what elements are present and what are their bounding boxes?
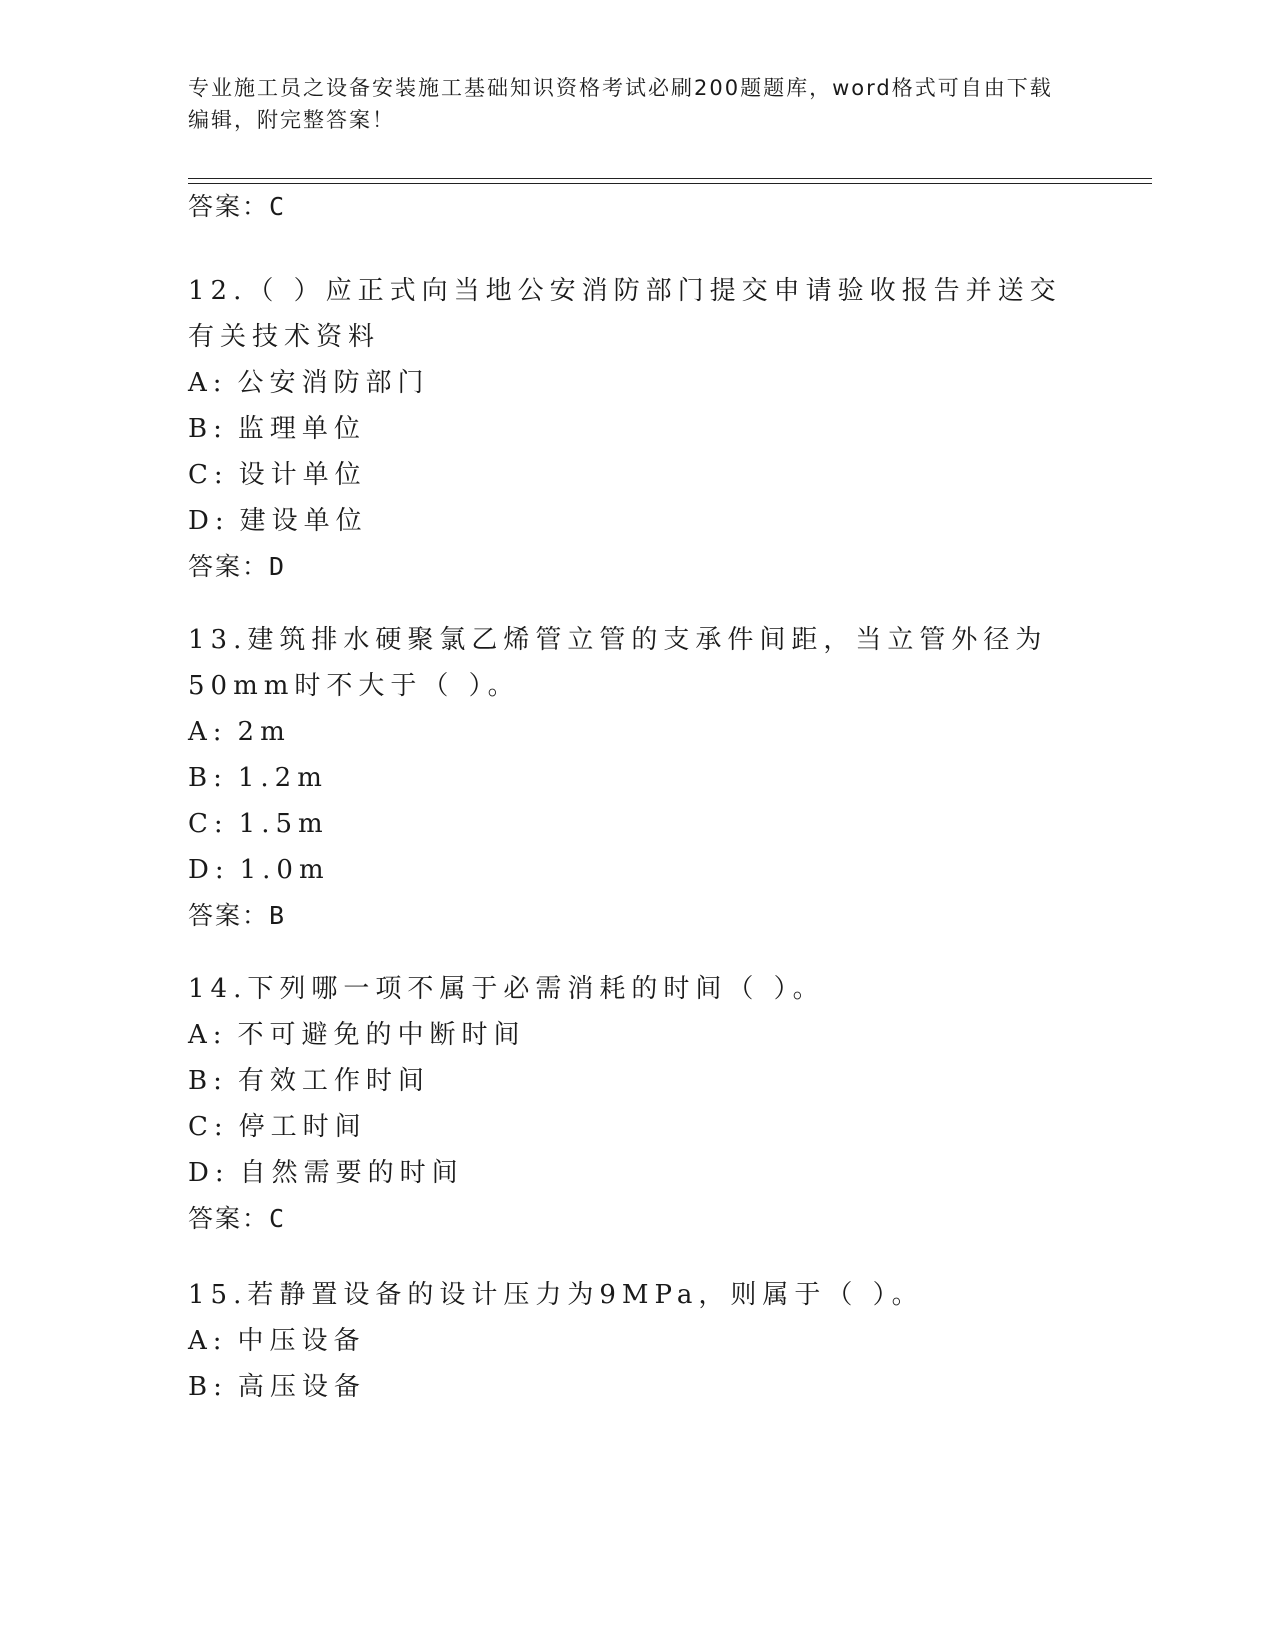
question-14 — [188, 966, 1068, 1242]
option-b: B: 1.2m — [188, 763, 328, 793]
header-divider-top — [188, 178, 1152, 179]
answer-label: 答案： — [188, 192, 270, 221]
option-b: B: 监理单位 — [188, 414, 366, 444]
question-15 — [188, 1272, 1068, 1410]
header-divider-bottom — [188, 183, 1152, 184]
question-answer: 答案：B — [188, 901, 287, 930]
option-a: A: 2m — [188, 717, 291, 747]
option-d: D: 建设单位 — [188, 506, 368, 536]
option-d: D: 1.0m — [188, 855, 330, 885]
question-text: 13.建筑排水硬聚氯乙烯管立管的支承件间距，当立管外径为50mm时不大于（ ）。 — [188, 625, 1048, 701]
document-header — [188, 72, 1068, 136]
option-a: A: 中压设备 — [188, 1326, 366, 1356]
answer-value: C — [269, 192, 287, 221]
question-13 — [188, 617, 1068, 939]
header-text: 专业施工员之设备安装施工基础知识资格考试必刷200题题库，word格式可自由下载编辑，附完整答案！ — [188, 76, 1053, 132]
option-c: C: 停工时间 — [188, 1112, 367, 1142]
option-b: B: 有效工作时间 — [188, 1066, 430, 1096]
option-a: A: 公安消防部门 — [188, 368, 430, 398]
question-12 — [188, 268, 1068, 590]
question-text: 12.（ ）应正式向当地公安消防部门提交申请验收报告并送交有关技术资料 — [188, 276, 1062, 352]
previous-answer — [188, 190, 286, 224]
question-text: 14.下列哪一项不属于必需消耗的时间（ ）。 — [188, 974, 825, 1004]
question-text: 15.若静置设备的设计压力为9MPa，则属于（ ）。 — [188, 1280, 924, 1310]
option-c: C: 1.5m — [188, 809, 329, 839]
option-b: B: 高压设备 — [188, 1372, 366, 1402]
question-answer: 答案：D — [188, 552, 287, 581]
option-d: D: 自然需要的时间 — [188, 1158, 464, 1188]
option-a: A: 不可避免的中断时间 — [188, 1020, 526, 1050]
option-c: C: 设计单位 — [188, 460, 367, 490]
question-answer: 答案：C — [188, 1204, 287, 1233]
